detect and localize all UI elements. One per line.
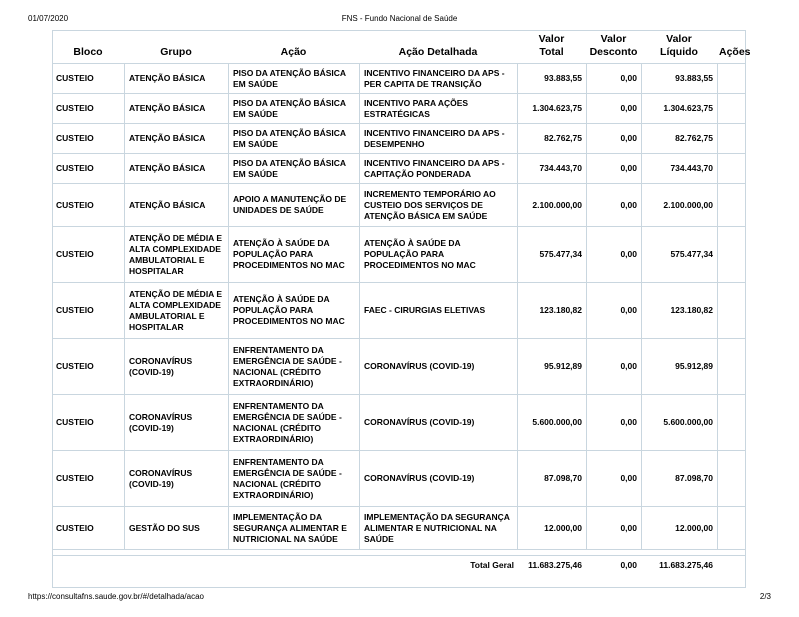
total-label: Total Geral: [52, 555, 517, 574]
total-valor-total: 11.683.275,46: [517, 555, 586, 574]
cell-valor-liquido: 95.912,89: [641, 338, 717, 394]
table-row: [52, 506, 746, 549]
cell-acao-detalhada: FAEC - CIRURGIAS ELETIVAS: [359, 282, 517, 338]
cell-acao-detalhada: INCENTIVO FINANCEIRO DA APS - DESEMPENHO: [359, 123, 517, 153]
cell-acoes: [717, 123, 746, 153]
col-header-acoes: Ações: [719, 46, 751, 59]
col-header-valor-total-line1: Valor: [538, 33, 565, 45]
cell-valor-desconto: 0,00: [586, 153, 641, 183]
print-header: [28, 14, 771, 26]
table-row: [52, 63, 746, 93]
cell-acao: IMPLEMENTAÇÃO DA SEGURANÇA ALIMENTAR E NUTRICIONAL NA SAÚDE: [228, 506, 359, 549]
cell-grupo: CORONAVÍRUS (COVID-19): [124, 394, 228, 450]
cell-grupo: ATENÇÃO BÁSICA: [124, 123, 228, 153]
cell-acao: ATENÇÃO À SAÚDE DA POPULAÇÃO PARA PROCEDIMENTOS NO MAC: [228, 282, 359, 338]
cell-valor-liquido: 2.100.000,00: [641, 183, 717, 226]
print-url: https://consultafns.saude.gov.br/#/detalhada/acao: [28, 592, 204, 601]
cell-acoes: [717, 282, 746, 338]
table-row: [52, 153, 746, 183]
col-header-acao[interactable]: Ação: [280, 46, 307, 59]
cell-valor-desconto: 0,00: [586, 93, 641, 123]
transfer-table: [52, 30, 751, 574]
cell-valor-total: 2.100.000,00: [517, 183, 586, 226]
col-header-valor-total[interactable]: [517, 30, 586, 63]
cell-acao: ENFRENTAMENTO DA EMERGÊNCIA DE SAÚDE - NACIONAL (CRÉDITO EXTRAORDINÁRIO): [228, 450, 359, 506]
cell-valor-liquido: 734.443,70: [641, 153, 717, 183]
print-title: FNS - Fundo Nacional de Saúde: [341, 14, 458, 23]
cell-valor-liquido: 123.180,82: [641, 282, 717, 338]
total-row: [52, 555, 746, 574]
cell-valor-desconto: 0,00: [586, 63, 641, 93]
table-body: [52, 63, 746, 574]
cell-grupo: CORONAVÍRUS (COVID-19): [124, 338, 228, 394]
cell-valor-desconto: 0,00: [586, 183, 641, 226]
cell-acao-detalhada: ATENÇÃO À SAÚDE DA POPULAÇÃO PARA PROCEDIMENTOS NO MAC: [359, 226, 517, 282]
cell-valor-desconto: 0,00: [586, 450, 641, 506]
cell-valor-desconto: 0,00: [586, 226, 641, 282]
cell-acao: ENFRENTAMENTO DA EMERGÊNCIA DE SAÚDE - NACIONAL (CRÉDITO EXTRAORDINÁRIO): [228, 338, 359, 394]
cell-acao-detalhada: INCENTIVO PARA AÇÕES ESTRATÉGICAS: [359, 93, 517, 123]
total-valor-desconto: 0,00: [586, 555, 641, 574]
cell-valor-total: 575.477,34: [517, 226, 586, 282]
cell-valor-liquido: 87.098,70: [641, 450, 717, 506]
cell-acoes: [717, 394, 746, 450]
cell-valor-total: 82.762,75: [517, 123, 586, 153]
cell-acao-detalhada: CORONAVÍRUS (COVID-19): [359, 394, 517, 450]
cell-valor-total: 95.912,89: [517, 338, 586, 394]
cell-valor-liquido: 93.883,55: [641, 63, 717, 93]
cell-bloco: CUSTEIO: [52, 450, 124, 506]
col-header-valor-desconto-line2: Desconto: [589, 46, 638, 59]
cell-acao-detalhada: INCREMENTO TEMPORÁRIO AO CUSTEIO DOS SERVIÇOS DE ATENÇÃO BÁSICA EM SAÚDE: [359, 183, 517, 226]
cell-acao-detalhada: CORONAVÍRUS (COVID-19): [359, 338, 517, 394]
cell-valor-total: 5.600.000,00: [517, 394, 586, 450]
cell-grupo: CORONAVÍRUS (COVID-19): [124, 450, 228, 506]
cell-valor-total: 734.443,70: [517, 153, 586, 183]
col-header-valor-liquido-line1: Valor: [666, 33, 692, 45]
total-valor-liquido: 11.683.275,46: [641, 555, 717, 574]
cell-bloco: CUSTEIO: [52, 153, 124, 183]
cell-valor-desconto: 0,00: [586, 338, 641, 394]
cell-valor-liquido: 82.762,75: [641, 123, 717, 153]
cell-grupo: GESTÃO DO SUS: [124, 506, 228, 549]
cell-valor-total: 123.180,82: [517, 282, 586, 338]
cell-bloco: CUSTEIO: [52, 394, 124, 450]
cell-acoes: [717, 226, 746, 282]
cell-acao: ATENÇÃO À SAÚDE DA POPULAÇÃO PARA PROCEDIMENTOS NO MAC: [228, 226, 359, 282]
col-header-valor-liquido-line2: Líquido: [660, 46, 698, 59]
cell-bloco: CUSTEIO: [52, 123, 124, 153]
cell-acao: PISO DA ATENÇÃO BÁSICA EM SAÚDE: [228, 153, 359, 183]
cell-grupo: ATENÇÃO BÁSICA: [124, 93, 228, 123]
cell-valor-total: 12.000,00: [517, 506, 586, 549]
col-header-valor-desconto[interactable]: [586, 30, 641, 63]
cell-bloco: CUSTEIO: [52, 226, 124, 282]
print-footer: [28, 592, 771, 604]
table-row: [52, 123, 746, 153]
cell-acoes: [717, 153, 746, 183]
cell-acoes: [717, 63, 746, 93]
page-number: 2/3: [759, 592, 771, 601]
cell-valor-liquido: 12.000,00: [641, 506, 717, 549]
cell-acoes: [717, 450, 746, 506]
cell-bloco: CUSTEIO: [52, 506, 124, 549]
table-row: [52, 183, 746, 226]
cell-bloco: CUSTEIO: [52, 183, 124, 226]
cell-acoes: [717, 183, 746, 226]
cell-grupo: ATENÇÃO BÁSICA: [124, 183, 228, 226]
cell-grupo: ATENÇÃO DE MÉDIA E ALTA COMPLEXIDADE AMBULATORIAL E HOSPITALAR: [124, 282, 228, 338]
cell-acao: PISO DA ATENÇÃO BÁSICA EM SAÚDE: [228, 93, 359, 123]
cell-acao-detalhada: CORONAVÍRUS (COVID-19): [359, 450, 517, 506]
table-row: [52, 394, 746, 450]
cell-acao-detalhada: IMPLEMENTAÇÃO DA SEGURANÇA ALIMENTAR E NUTRICIONAL NA SAÚDE: [359, 506, 517, 549]
cell-valor-liquido: 575.477,34: [641, 226, 717, 282]
cell-valor-total: 93.883,55: [517, 63, 586, 93]
cell-valor-desconto: 0,00: [586, 123, 641, 153]
col-header-bloco[interactable]: Bloco: [73, 46, 103, 59]
cell-grupo: ATENÇÃO BÁSICA: [124, 63, 228, 93]
table-header-row: [52, 30, 746, 63]
cell-acao: PISO DA ATENÇÃO BÁSICA EM SAÚDE: [228, 63, 359, 93]
cell-valor-liquido: 1.304.623,75: [641, 93, 717, 123]
cell-grupo: ATENÇÃO BÁSICA: [124, 153, 228, 183]
total-acoes-cell: [717, 555, 746, 574]
cell-acoes: [717, 506, 746, 549]
cell-acao: ENFRENTAMENTO DA EMERGÊNCIA DE SAÚDE - NACIONAL (CRÉDITO EXTRAORDINÁRIO): [228, 394, 359, 450]
col-header-valor-liquido[interactable]: [641, 30, 717, 63]
col-header-acao-detalhada[interactable]: Ação Detalhada: [398, 46, 478, 59]
cell-acao-detalhada: INCENTIVO FINANCEIRO DA APS - PER CAPITA DE TRANSIÇÃO: [359, 63, 517, 93]
table-row: [52, 226, 746, 282]
cell-acao: APOIO A MANUTENÇÃO DE UNIDADES DE SAÚDE: [228, 183, 359, 226]
col-header-valor-desconto-line1: Valor: [600, 33, 627, 45]
cell-bloco: CUSTEIO: [52, 63, 124, 93]
col-header-grupo[interactable]: Grupo: [160, 46, 192, 59]
cell-valor-desconto: 0,00: [586, 506, 641, 549]
cell-acao: PISO DA ATENÇÃO BÁSICA EM SAÚDE: [228, 123, 359, 153]
cell-bloco: CUSTEIO: [52, 93, 124, 123]
cell-bloco: CUSTEIO: [52, 282, 124, 338]
cell-valor-liquido: 5.600.000,00: [641, 394, 717, 450]
table-row: [52, 338, 746, 394]
cell-acao-detalhada: INCENTIVO FINANCEIRO DA APS - CAPITAÇÃO PONDERADA: [359, 153, 517, 183]
table-row: [52, 450, 746, 506]
cell-valor-desconto: 0,00: [586, 394, 641, 450]
print-date: 01/07/2020: [28, 14, 69, 23]
cell-valor-desconto: 0,00: [586, 282, 641, 338]
cell-grupo: ATENÇÃO DE MÉDIA E ALTA COMPLEXIDADE AMBULATORIAL E HOSPITALAR: [124, 226, 228, 282]
cell-valor-total: 87.098,70: [517, 450, 586, 506]
table-row: [52, 282, 746, 338]
cell-acoes: [717, 338, 746, 394]
cell-bloco: CUSTEIO: [52, 338, 124, 394]
col-header-valor-total-line2: Total: [539, 46, 564, 59]
cell-valor-total: 1.304.623,75: [517, 93, 586, 123]
cell-acoes: [717, 93, 746, 123]
table-row: [52, 93, 746, 123]
